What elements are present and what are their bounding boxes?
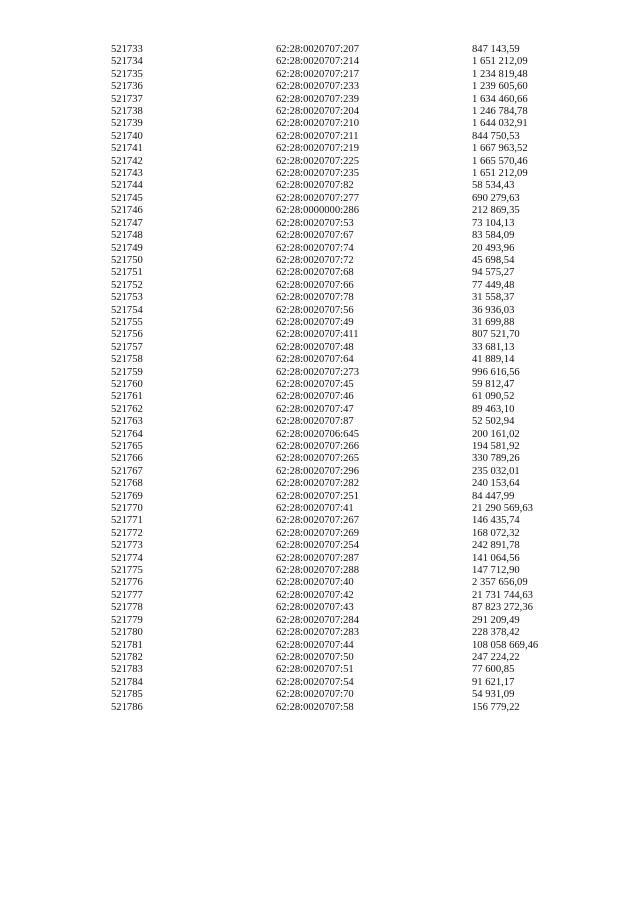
cadastral-value-cell: 141 064,56 — [472, 552, 520, 564]
record-number-cell: 521784 — [111, 676, 143, 688]
cadastral-number-cell: 62:28:0020707:42 — [276, 589, 354, 601]
record-number-cell: 521742 — [111, 155, 143, 167]
cadastral-value-cell: 21 731 744,63 — [472, 589, 533, 601]
table-row — [111, 131, 592, 143]
cadastral-value-cell: 87 823 272,36 — [472, 602, 533, 614]
cadastral-value-cell: 84 447,99 — [472, 490, 515, 502]
cadastral-number-cell: 62:28:0020707:251 — [276, 490, 359, 502]
cadastral-number-cell: 62:28:0020707:40 — [276, 577, 354, 589]
table-row — [111, 354, 592, 366]
cadastral-value-cell: 58 534,43 — [472, 180, 515, 192]
cadastral-number-cell: 62:28:0020707:273 — [276, 366, 359, 378]
record-number-cell: 521782 — [111, 651, 143, 663]
record-number-cell: 521738 — [111, 106, 143, 118]
record-number-cell: 521754 — [111, 304, 143, 316]
cadastral-number-cell: 62:28:0020707:217 — [276, 68, 359, 80]
cadastral-number-cell: 62:28:0020707:266 — [276, 441, 359, 452]
cadastral-number-cell: 62:28:0020707:411 — [276, 329, 359, 341]
cadastral-number-cell: 62:28:0020707:48 — [276, 341, 354, 353]
record-number-cell: 521783 — [111, 664, 143, 676]
table-row — [111, 342, 592, 354]
table-row — [111, 453, 592, 465]
table-row — [111, 143, 592, 155]
table-row — [111, 627, 592, 639]
table-row — [111, 317, 592, 329]
cadastral-value-cell: 52 502,94 — [472, 416, 515, 428]
record-number-cell: 521780 — [111, 627, 143, 639]
cadastral-value-cell: 33 681,13 — [472, 341, 515, 353]
record-number-cell: 521765 — [111, 441, 143, 452]
cadastral-value-table — [111, 44, 592, 714]
table-row — [111, 640, 592, 652]
table-row — [111, 69, 592, 81]
cadastral-number-cell: 62:28:0020707:235 — [276, 168, 359, 180]
record-number-cell: 521771 — [111, 515, 143, 527]
cadastral-value-cell: 1 651 212,09 — [472, 168, 528, 180]
cadastral-number-cell: 62:28:0020706:645 — [276, 428, 359, 440]
cadastral-number-cell: 62:28:0020707:43 — [276, 602, 354, 614]
cadastral-value-cell: 20 493,96 — [472, 242, 515, 254]
cadastral-number-cell: 62:28:0020707:283 — [276, 627, 359, 639]
record-number-cell: 521760 — [111, 378, 143, 390]
cadastral-value-cell: 1 634 460,66 — [472, 93, 528, 105]
cadastral-value-cell: 31 558,37 — [472, 292, 515, 304]
table-row — [111, 180, 592, 192]
cadastral-value-cell: 1 644 032,91 — [472, 118, 528, 130]
cadastral-number-cell: 62:28:0020707:277 — [276, 192, 359, 204]
table-row — [111, 590, 592, 602]
table-row — [111, 602, 592, 614]
cadastral-number-cell: 62:28:0020707:54 — [276, 676, 354, 688]
record-number-cell: 521743 — [111, 168, 143, 180]
table-row — [111, 404, 592, 416]
cadastral-value-cell: 200 161,02 — [472, 428, 520, 440]
record-number-cell: 521748 — [111, 230, 143, 242]
cadastral-value-cell: 83 584,09 — [472, 230, 515, 242]
cadastral-value-cell: 94 575,27 — [472, 267, 515, 279]
table-row — [111, 677, 592, 689]
record-number-cell: 521744 — [111, 180, 143, 192]
cadastral-value-cell: 844 750,53 — [472, 130, 520, 142]
cadastral-number-cell: 62:28:0020707:66 — [276, 279, 354, 291]
table-row — [111, 615, 592, 627]
record-number-cell: 521785 — [111, 689, 143, 701]
record-number-cell: 521773 — [111, 540, 143, 552]
table-row — [111, 702, 592, 714]
record-number-cell: 521733 — [111, 44, 143, 55]
cadastral-number-cell: 62:28:0020707:74 — [276, 242, 354, 254]
table-row — [111, 44, 592, 56]
cadastral-value-cell: 156 779,22 — [472, 701, 520, 713]
cadastral-value-cell: 89 463,10 — [472, 403, 515, 415]
cadastral-value-cell: 54 931,09 — [472, 689, 515, 701]
record-number-cell: 521762 — [111, 403, 143, 415]
cadastral-number-cell: 62:28:0020707:46 — [276, 391, 354, 403]
cadastral-value-cell: 36 936,03 — [472, 304, 515, 316]
record-number-cell: 521761 — [111, 391, 143, 403]
record-number-cell: 521751 — [111, 267, 143, 279]
record-number-cell: 521767 — [111, 465, 143, 477]
record-number-cell: 521736 — [111, 81, 143, 93]
table-row — [111, 379, 592, 391]
record-number-cell: 521770 — [111, 503, 143, 515]
cadastral-number-cell: 62:28:0020707:254 — [276, 540, 359, 552]
cadastral-value-cell: 1 667 963,52 — [472, 143, 528, 155]
cadastral-number-cell: 62:28:0020707:284 — [276, 614, 359, 626]
cadastral-value-cell: 146 435,74 — [472, 515, 520, 527]
cadastral-value-cell: 41 889,14 — [472, 354, 515, 366]
cadastral-number-cell: 62:28:0020707:51 — [276, 664, 354, 676]
cadastral-value-cell: 77 449,48 — [472, 279, 515, 291]
record-number-cell: 521774 — [111, 552, 143, 564]
cadastral-number-cell: 62:28:0020707:87 — [276, 416, 354, 428]
table-row — [111, 56, 592, 68]
record-number-cell: 521737 — [111, 93, 143, 105]
cadastral-value-cell: 59 812,47 — [472, 378, 515, 390]
cadastral-value-cell: 73 104,13 — [472, 217, 515, 229]
cadastral-value-cell: 291 209,49 — [472, 614, 520, 626]
table-row — [111, 280, 592, 292]
cadastral-number-cell: 62:28:0020707:207 — [276, 44, 359, 55]
cadastral-number-cell: 62:28:0020707:269 — [276, 527, 359, 539]
cadastral-number-cell: 62:28:0020707:288 — [276, 565, 359, 577]
cadastral-value-cell: 235 032,01 — [472, 465, 520, 477]
cadastral-value-cell: 91 621,17 — [472, 676, 515, 688]
cadastral-value-cell: 330 789,26 — [472, 453, 520, 465]
table-row — [111, 528, 592, 540]
cadastral-value-cell: 807 521,70 — [472, 329, 520, 341]
table-row — [111, 491, 592, 503]
cadastral-value-cell: 247 224,22 — [472, 651, 520, 663]
cadastral-number-cell: 62:28:0020707:49 — [276, 316, 354, 328]
cadastral-number-cell: 62:28:0020707:225 — [276, 155, 359, 167]
cadastral-value-cell: 168 072,32 — [472, 527, 520, 539]
cadastral-number-cell: 62:28:0020707:233 — [276, 81, 359, 93]
table-row — [111, 565, 592, 577]
cadastral-number-cell: 62:28:0020707:72 — [276, 254, 354, 266]
cadastral-number-cell: 62:28:0020707:282 — [276, 478, 359, 490]
cadastral-number-cell: 62:28:0020707:211 — [276, 130, 359, 142]
table-row — [111, 230, 592, 242]
record-number-cell: 521739 — [111, 118, 143, 130]
record-number-cell: 521777 — [111, 589, 143, 601]
cadastral-number-cell: 62:28:0020707:58 — [276, 701, 354, 713]
table-row — [111, 466, 592, 478]
table-row — [111, 478, 592, 490]
table-row — [111, 577, 592, 589]
cadastral-number-cell: 62:28:0020707:82 — [276, 180, 354, 192]
cadastral-value-cell: 31 699,88 — [472, 316, 515, 328]
record-number-cell: 521756 — [111, 329, 143, 341]
table-row — [111, 329, 592, 341]
cadastral-number-cell: 62:28:0020707:267 — [276, 515, 359, 527]
table-row — [111, 267, 592, 279]
cadastral-number-cell: 62:28:0020707:45 — [276, 378, 354, 390]
cadastral-number-cell: 62:28:0020707:204 — [276, 106, 359, 118]
cadastral-value-cell: 690 279,63 — [472, 192, 520, 204]
record-number-cell: 521755 — [111, 316, 143, 328]
record-number-cell: 521734 — [111, 56, 143, 68]
record-number-cell: 521769 — [111, 490, 143, 502]
cadastral-number-cell: 62:28:0020707:287 — [276, 552, 359, 564]
record-number-cell: 521752 — [111, 279, 143, 291]
cadastral-value-cell: 1 665 570,46 — [472, 155, 528, 167]
table-row — [111, 94, 592, 106]
cadastral-number-cell: 62:28:0020707:219 — [276, 143, 359, 155]
table-row — [111, 106, 592, 118]
cadastral-number-cell: 62:28:0020707:53 — [276, 217, 354, 229]
table-row — [111, 429, 592, 441]
table-row — [111, 553, 592, 565]
record-number-cell: 521763 — [111, 416, 143, 428]
record-number-cell: 521764 — [111, 428, 143, 440]
record-number-cell: 521757 — [111, 341, 143, 353]
table-row — [111, 205, 592, 217]
cadastral-number-cell: 62:28:0020707:56 — [276, 304, 354, 316]
record-number-cell: 521735 — [111, 68, 143, 80]
record-number-cell: 521775 — [111, 565, 143, 577]
cadastral-number-cell: 62:28:0020707:47 — [276, 403, 354, 415]
table-row — [111, 652, 592, 664]
table-body — [111, 44, 592, 714]
table-row — [111, 218, 592, 230]
record-number-cell: 521779 — [111, 614, 143, 626]
record-number-cell: 521759 — [111, 366, 143, 378]
cadastral-value-cell: 21 290 569,63 — [472, 503, 533, 515]
cadastral-number-cell: 62:28:0020707:64 — [276, 354, 354, 366]
cadastral-value-cell: 77 600,85 — [472, 664, 515, 676]
table-row — [111, 243, 592, 255]
cadastral-value-cell: 228 378,42 — [472, 627, 520, 639]
cadastral-number-cell: 62:28:0020707:50 — [276, 651, 354, 663]
table-row — [111, 416, 592, 428]
table-row — [111, 441, 592, 453]
record-number-cell: 521746 — [111, 205, 143, 217]
table-row — [111, 503, 592, 515]
cadastral-value-cell: 996 616,56 — [472, 366, 520, 378]
cadastral-value-cell: 212 869,35 — [472, 205, 520, 217]
cadastral-number-cell: 62:28:0000000:286 — [276, 205, 359, 217]
cadastral-number-cell: 62:28:0020707:44 — [276, 639, 354, 651]
cadastral-value-cell: 1 234 819,48 — [472, 68, 528, 80]
cadastral-number-cell: 62:28:0020707:239 — [276, 93, 359, 105]
table-row — [111, 367, 592, 379]
record-number-cell: 521781 — [111, 639, 143, 651]
cadastral-value-cell: 240 153,64 — [472, 478, 520, 490]
cadastral-value-cell: 108 058 669,46 — [472, 639, 539, 651]
record-number-cell: 521786 — [111, 701, 143, 713]
record-number-cell: 521740 — [111, 130, 143, 142]
table-row — [111, 168, 592, 180]
cadastral-value-cell: 1 246 784,78 — [472, 106, 528, 118]
table-row — [111, 118, 592, 130]
table-row — [111, 515, 592, 527]
record-number-cell: 521753 — [111, 292, 143, 304]
table-row — [111, 255, 592, 267]
cadastral-value-cell: 242 891,78 — [472, 540, 520, 552]
table-row — [111, 540, 592, 552]
cadastral-number-cell: 62:28:0020707:70 — [276, 689, 354, 701]
record-number-cell: 521768 — [111, 478, 143, 490]
record-number-cell: 521750 — [111, 254, 143, 266]
cadastral-value-cell: 147 712,90 — [472, 565, 520, 577]
cadastral-number-cell: 62:28:0020707:68 — [276, 267, 354, 279]
table-row — [111, 664, 592, 676]
record-number-cell: 521745 — [111, 192, 143, 204]
cadastral-value-cell: 61 090,52 — [472, 391, 515, 403]
table-row — [111, 391, 592, 403]
cadastral-number-cell: 62:28:0020707:41 — [276, 503, 354, 515]
table-row — [111, 81, 592, 93]
record-number-cell: 521741 — [111, 143, 143, 155]
cadastral-value-cell: 1 239 605,60 — [472, 81, 528, 93]
table-row — [111, 156, 592, 168]
table-row — [111, 305, 592, 317]
record-number-cell: 521778 — [111, 602, 143, 614]
cadastral-value-cell: 847 143,59 — [472, 44, 520, 55]
cadastral-number-cell: 62:28:0020707:296 — [276, 465, 359, 477]
cadastral-number-cell: 62:28:0020707:210 — [276, 118, 359, 130]
record-number-cell: 521776 — [111, 577, 143, 589]
cadastral-value-cell: 45 698,54 — [472, 254, 515, 266]
cadastral-number-cell: 62:28:0020707:67 — [276, 230, 354, 242]
cadastral-value-cell: 2 357 656,09 — [472, 577, 528, 589]
record-number-cell: 521758 — [111, 354, 143, 366]
cadastral-number-cell: 62:28:0020707:265 — [276, 453, 359, 465]
table-row — [111, 689, 592, 701]
cadastral-value-cell: 1 651 212,09 — [472, 56, 528, 68]
cadastral-number-cell: 62:28:0020707:214 — [276, 56, 359, 68]
table-row — [111, 193, 592, 205]
record-number-cell: 521772 — [111, 527, 143, 539]
record-number-cell: 521766 — [111, 453, 143, 465]
table-row — [111, 292, 592, 304]
cadastral-number-cell: 62:28:0020707:78 — [276, 292, 354, 304]
record-number-cell: 521747 — [111, 217, 143, 229]
cadastral-value-cell: 194 581,92 — [472, 441, 520, 452]
record-number-cell: 521749 — [111, 242, 143, 254]
